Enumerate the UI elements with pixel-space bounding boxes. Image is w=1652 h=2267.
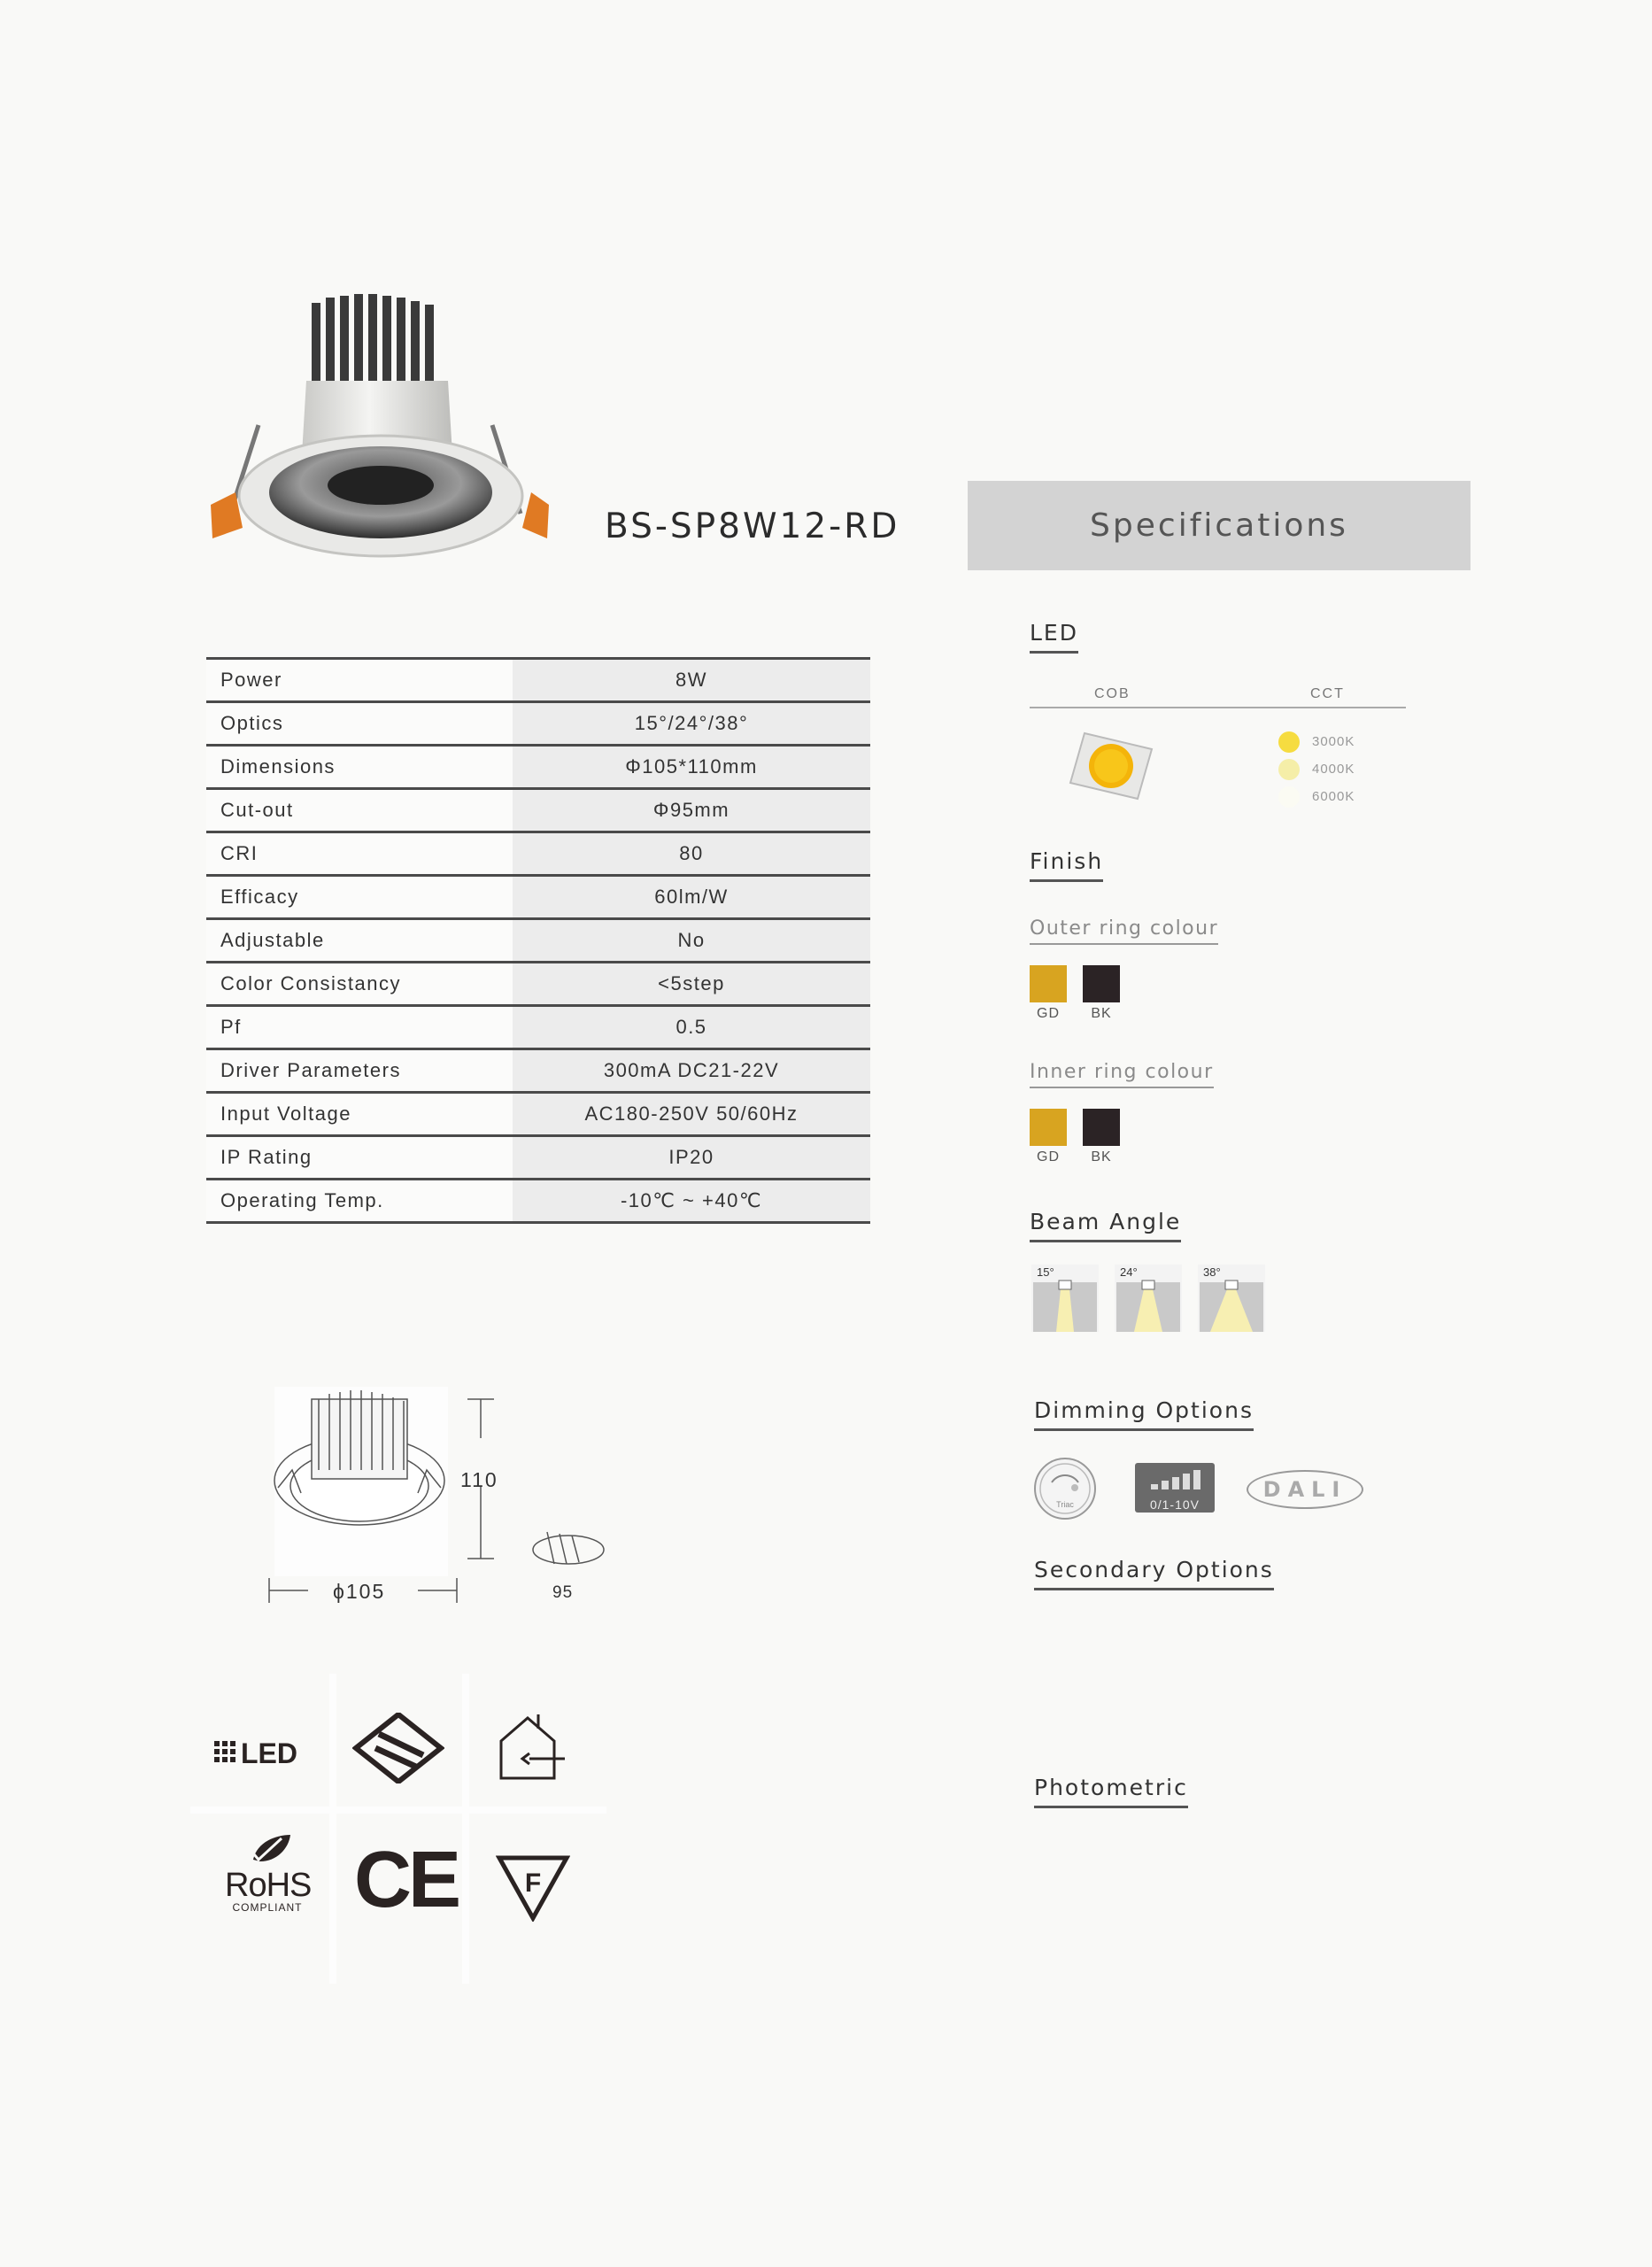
cob-chip-icon xyxy=(1067,728,1155,804)
spec-row xyxy=(206,876,870,919)
model-number: BS-SP8W12-RD xyxy=(605,507,900,546)
spec-label: Operating Temp. xyxy=(206,1180,513,1223)
led-heading: LED xyxy=(1030,620,1078,654)
spec-row xyxy=(206,1093,870,1136)
spec-label: Optics xyxy=(206,702,513,746)
f-mark-label: F xyxy=(524,1869,542,1898)
spec-value: -10℃ ~ +40℃ xyxy=(513,1180,870,1223)
spec-value: No xyxy=(513,919,870,963)
spec-value: 15°/24°/38° xyxy=(513,702,870,746)
spec-value: 80 xyxy=(513,832,870,876)
cct-options xyxy=(1278,728,1355,810)
spec-value: 0.5 xyxy=(513,1006,870,1049)
spec-label: Cut-out xyxy=(206,789,513,832)
inner-ring-option xyxy=(1030,1109,1067,1165)
led-dots-icon xyxy=(212,1734,319,1769)
cert-grid-divider xyxy=(462,1674,469,1984)
specifications-banner xyxy=(968,481,1471,570)
color-swatch xyxy=(1030,1109,1067,1146)
color-swatch xyxy=(1083,965,1120,1002)
beam-angle-label: 24° xyxy=(1120,1265,1138,1279)
outer-ring-heading: Outer ring colour xyxy=(1030,917,1218,945)
beam-angle-option xyxy=(1198,1265,1265,1332)
spec-label: Driver Parameters xyxy=(206,1049,513,1093)
spec-row xyxy=(206,1006,870,1049)
f-mark-triangle-icon xyxy=(496,1854,570,1922)
cob-label: COB xyxy=(1094,686,1131,701)
color-swatch xyxy=(1083,1109,1120,1146)
rohs-logo xyxy=(225,1833,310,1914)
inner-ring-option xyxy=(1083,1109,1120,1165)
indoor-use-icon xyxy=(494,1711,570,1782)
spec-value: 60lm/W xyxy=(513,876,870,919)
cct-option-label: 4000K xyxy=(1312,762,1355,777)
spec-label: Adjustable xyxy=(206,919,513,963)
spec-label: Dimensions xyxy=(206,746,513,789)
inner-ring-heading: Inner ring colour xyxy=(1030,1061,1214,1088)
spec-row xyxy=(206,746,870,789)
beam-angle-label: 15° xyxy=(1037,1265,1054,1279)
dali-logo: DALI xyxy=(1247,1470,1363,1509)
spec-row xyxy=(206,1049,870,1093)
product-photo xyxy=(195,283,567,584)
triac-label: Triac xyxy=(1056,1500,1074,1509)
spec-label: Input Voltage xyxy=(206,1093,513,1136)
beam-angle-label: 38° xyxy=(1203,1265,1221,1279)
outer-ring-swatches xyxy=(1030,965,1120,1022)
led-cert-label: LED xyxy=(241,1737,297,1769)
spec-row xyxy=(206,1180,870,1223)
spec-value: IP20 xyxy=(513,1136,870,1180)
enec-logo-icon xyxy=(352,1713,444,1783)
beam-angle-heading: Beam Angle xyxy=(1030,1209,1181,1242)
ce-mark: CE xyxy=(354,1836,459,1924)
cct-option xyxy=(1278,755,1355,783)
cert-grid-divider xyxy=(190,1807,606,1814)
spec-label: Pf xyxy=(206,1006,513,1049)
spec-row xyxy=(206,702,870,746)
cct-option-label: 3000K xyxy=(1312,734,1355,749)
cct-option xyxy=(1278,728,1355,755)
secondary-options-heading: Secondary Options xyxy=(1034,1557,1274,1590)
spec-value: AC180-250V 50/60Hz xyxy=(513,1093,870,1136)
cct-color-dot xyxy=(1278,731,1300,753)
leaf-check-icon xyxy=(241,1833,294,1865)
beam-angle-option xyxy=(1115,1265,1182,1332)
spec-table xyxy=(206,657,870,1224)
spec-value: 8W xyxy=(513,659,870,702)
swatch-label: BK xyxy=(1091,1006,1112,1021)
cct-option xyxy=(1278,783,1355,810)
swatch-label: GD xyxy=(1037,1006,1060,1021)
spec-row xyxy=(206,1136,870,1180)
photometric-heading: Photometric xyxy=(1034,1775,1188,1808)
outer-ring-option xyxy=(1030,965,1067,1022)
rohs-sub-label: COMPLIANT xyxy=(232,1901,303,1914)
cutout-dimension-label: 95 xyxy=(552,1583,574,1602)
outer-ring-option xyxy=(1083,965,1120,1022)
spec-label: CRI xyxy=(206,832,513,876)
spec-row xyxy=(206,832,870,876)
dimming-heading: Dimming Options xyxy=(1034,1397,1254,1431)
swatch-label: GD xyxy=(1037,1149,1060,1164)
spec-label: Efficacy xyxy=(206,876,513,919)
cct-label: CCT xyxy=(1310,686,1345,701)
inner-ring-swatches xyxy=(1030,1109,1120,1165)
cct-color-dot xyxy=(1278,759,1300,780)
swatch-label: BK xyxy=(1091,1149,1112,1164)
cct-option-label: 6000K xyxy=(1312,789,1355,804)
spec-row xyxy=(206,963,870,1006)
color-swatch xyxy=(1030,965,1067,1002)
specifications-heading: Specifications xyxy=(1090,507,1348,544)
spec-value: 300mA DC21-22V xyxy=(513,1049,870,1093)
height-dimension-label: 110 xyxy=(460,1468,498,1491)
analog-dimmer-icon xyxy=(1135,1463,1215,1513)
led-cert-logo xyxy=(212,1734,319,1774)
spec-row xyxy=(206,789,870,832)
spec-label: Color Consistancy xyxy=(206,963,513,1006)
dimension-drawing xyxy=(266,1381,620,1612)
analog-dimmer-label: 0/1-10V xyxy=(1149,1497,1200,1512)
finish-heading: Finish xyxy=(1030,848,1103,882)
beam-angle-option xyxy=(1031,1265,1099,1332)
diameter-dimension-label: ϕ105 xyxy=(333,1580,386,1603)
spec-value: Φ95mm xyxy=(513,789,870,832)
spec-row xyxy=(206,919,870,963)
cct-color-dot xyxy=(1278,786,1300,808)
triac-dimmer-icon xyxy=(1032,1456,1098,1521)
spec-label: IP Rating xyxy=(206,1136,513,1180)
f-mark-logo xyxy=(496,1854,570,1926)
spec-value: <5step xyxy=(513,963,870,1006)
spec-label: Power xyxy=(206,659,513,702)
spec-row xyxy=(206,659,870,702)
signal-bars-icon xyxy=(1135,1463,1215,1495)
cert-grid-divider xyxy=(329,1674,336,1984)
spec-value: Φ105*110mm xyxy=(513,746,870,789)
beam-angle-options xyxy=(1031,1265,1265,1332)
rohs-label: RoHS xyxy=(225,1867,312,1904)
led-header-line xyxy=(1030,707,1406,708)
